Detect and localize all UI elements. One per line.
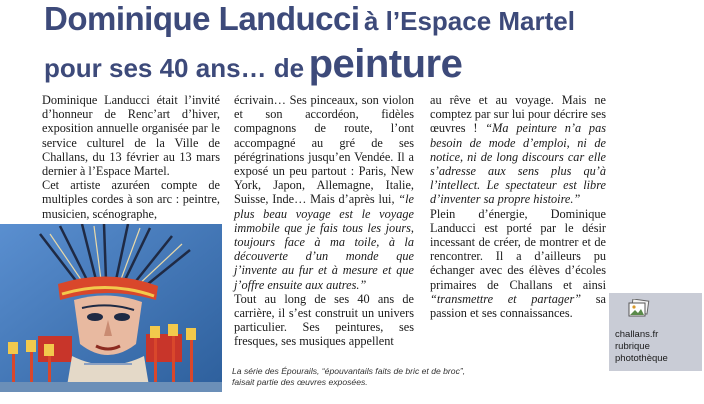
headline-line-2	[44, 44, 462, 84]
headline-occasion: pour ses 40 ans… de	[44, 53, 305, 83]
column-2-paragraph-1	[234, 93, 414, 292]
column-1-paragraph-1: Dominique Landucci était l’invité d’honneur de Renc’art d’hiver, exposition annuelle organisée par le service culturel de la Ville de Challans, du 13 février au 13 mars dernier à l’Espace Martel.	[42, 93, 220, 179]
column-3-text-end: sa passion et ses connaissances.	[430, 291, 606, 321]
caption-line-2: faisait partie des œuvres exposées.	[232, 377, 368, 387]
headline-line-1	[44, 2, 575, 35]
artwork-photo	[0, 224, 222, 392]
epourail-figure-illustration	[0, 224, 222, 392]
column-3-text: au rêve et au voyage. Mais ne comptez par sur lui pour décrire ses œuvres !	[430, 93, 606, 136]
column-2-paragraph-2: Tout au long de ses 40 ans de carrière, il s’est construit un univers particulier. Ses peintures, ses fresques, ses musiques appellent	[234, 291, 414, 349]
website-reference-box	[609, 293, 702, 371]
artist-quote-peinture: “Ma peinture n’a pas besoin de mode d’emploi, ni de notice, ni de long discours car elle s’adresse aux sens plus qu’à l’intellect. Le spectateur est libre d’inventer sa propre histoire.”	[430, 121, 607, 207]
column-3-paragraph-1	[430, 93, 606, 207]
headline-venue: à l’Espace Martel	[363, 6, 575, 36]
column-3-text-2: Plein d’énergie, Dominique Landucci est porté par le désir incessant de créer, de montrer et de rencontrer. Il a d’ailleurs pu échanger avec des élèves d’écoles primaires de Challans et ainsi	[430, 206, 606, 292]
column-3-paragraph-2	[430, 207, 606, 321]
headline-keyword: peinture	[308, 42, 463, 86]
website-reference-text	[615, 329, 668, 365]
quote-transmettre: “transmettre et partager”	[430, 291, 582, 306]
article-column-2	[234, 93, 414, 349]
artist-quote-voyage: “le plus beau voyage est le voyage immobile que je fais tous les jours, toujours face à ma toile, à la découverte d’un monde que j’invente au fur et à mesure et que j’offre ensuite aux autres.”	[234, 192, 414, 292]
article-column-3	[430, 93, 606, 320]
website-section-label: rubrique	[615, 341, 650, 352]
photo-gallery-icon	[628, 299, 650, 319]
column-1-paragraph-2: Cet artiste azuréen compte de multiples cordes à son arc : peintre, musicien, scénographe,	[42, 178, 220, 221]
caption-line-1: La série des Épourails, “épouvantails faits de bric et de broc”,	[232, 366, 466, 376]
website-section-name: photothèque	[615, 353, 668, 364]
photo-caption	[232, 366, 492, 388]
headline-artist-name: Dominique Landucci	[44, 0, 360, 37]
article-column-1	[42, 93, 220, 221]
column-2-text: écrivain… Ses pinceaux, son violon et son accordéon, fidèles compagnons de route, l’ont accompagné au gré de ses pérégrinations jusqu’en Vendée. Il a exposé un peu partout : Paris, New York, Japon, Allemagne, Italie, Suisse, Inde… Mais d’après lui,	[234, 93, 414, 207]
website-url: challans.fr	[615, 329, 659, 340]
